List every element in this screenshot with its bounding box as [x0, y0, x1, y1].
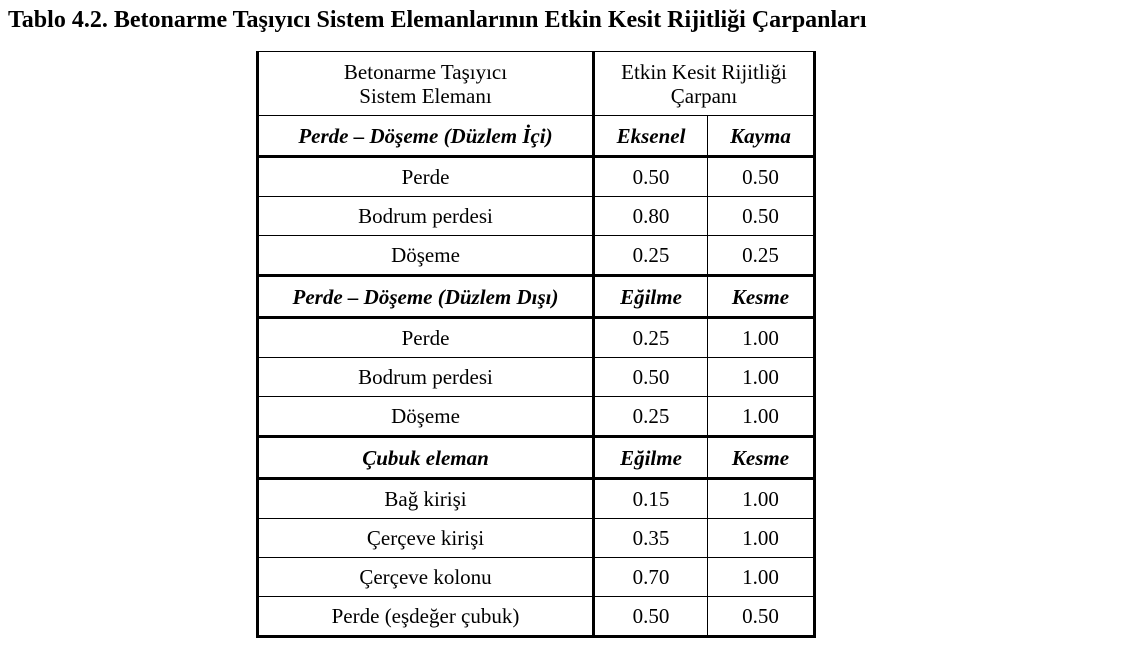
header-factor-cell [594, 52, 815, 116]
element-name-cell: Döşeme [258, 397, 594, 437]
factor-value-cell: 1.00 [708, 519, 815, 558]
element-name-cell: Çerçeve kirişi [258, 519, 594, 558]
section-header-row [258, 437, 815, 479]
element-name-cell: Perde [258, 157, 594, 197]
element-name-cell: Döşeme [258, 236, 594, 276]
element-name-cell: Perde [258, 318, 594, 358]
header-element-line1: Betonarme Taşıyıcı [343, 59, 508, 84]
factor-value-cell: 0.25 [594, 236, 708, 276]
factor-value-cell: 0.50 [594, 597, 708, 637]
section-subheader: Eksenel [594, 116, 708, 157]
table-row [258, 397, 815, 437]
factor-value-cell: 1.00 [708, 358, 815, 397]
table-row [258, 236, 815, 276]
factor-value-cell: 0.80 [594, 197, 708, 236]
factor-value-cell: 1.00 [708, 479, 815, 519]
section-title: Perde – Döşeme (Düzlem Dışı) [258, 276, 594, 318]
section-header-row [258, 276, 815, 318]
element-name-cell: Perde (eşdeğer çubuk) [258, 597, 594, 637]
factor-value-cell: 0.15 [594, 479, 708, 519]
section-header-row [258, 116, 815, 157]
element-name-cell: Bağ kirişi [258, 479, 594, 519]
table-row [258, 558, 815, 597]
section-subheader: Kayma [708, 116, 815, 157]
factor-value-cell: 0.35 [594, 519, 708, 558]
table-row [258, 358, 815, 397]
table-row [258, 597, 815, 637]
element-name-cell: Bodrum perdesi [258, 197, 594, 236]
table-row [258, 479, 815, 519]
factor-value-cell: 0.50 [594, 358, 708, 397]
section-title: Çubuk eleman [258, 437, 594, 479]
factor-value-cell: 0.25 [594, 318, 708, 358]
section-title: Perde – Döşeme (Düzlem İçi) [258, 116, 594, 157]
table-row [258, 519, 815, 558]
factor-value-cell: 0.50 [708, 157, 815, 197]
factor-value-cell: 0.70 [594, 558, 708, 597]
header-element-cell [258, 52, 594, 116]
factor-value-cell: 0.50 [708, 197, 815, 236]
table-header-row [258, 52, 815, 116]
table-row [258, 157, 815, 197]
factor-value-cell: 1.00 [708, 558, 815, 597]
header-factor-line1: Etkin Kesit Rijitliği [621, 59, 787, 84]
factor-value-cell: 1.00 [708, 318, 815, 358]
section-subheader: Kesme [708, 437, 815, 479]
element-name-cell: Çerçeve kolonu [258, 558, 594, 597]
factor-value-cell: 0.25 [594, 397, 708, 437]
factor-value-cell: 0.50 [594, 157, 708, 197]
header-factor-line2: Çarpanı [670, 83, 738, 108]
factor-value-cell: 1.00 [708, 397, 815, 437]
factor-value-cell: 0.25 [708, 236, 815, 276]
section-subheader: Eğilme [594, 437, 708, 479]
element-name-cell: Bodrum perdesi [258, 358, 594, 397]
table-row [258, 197, 815, 236]
table-caption: Tablo 4.2. Betonarme Taşıyıcı Sistem Elemanlarının Etkin Kesit Rijitliği Çarpanları [8, 7, 867, 33]
header-element-line2: Sistem Elemanı [359, 83, 492, 108]
table-row [258, 318, 815, 358]
section-subheader: Eğilme [594, 276, 708, 318]
factor-value-cell: 0.50 [708, 597, 815, 637]
section-subheader: Kesme [708, 276, 815, 318]
rigidity-table [256, 51, 816, 638]
